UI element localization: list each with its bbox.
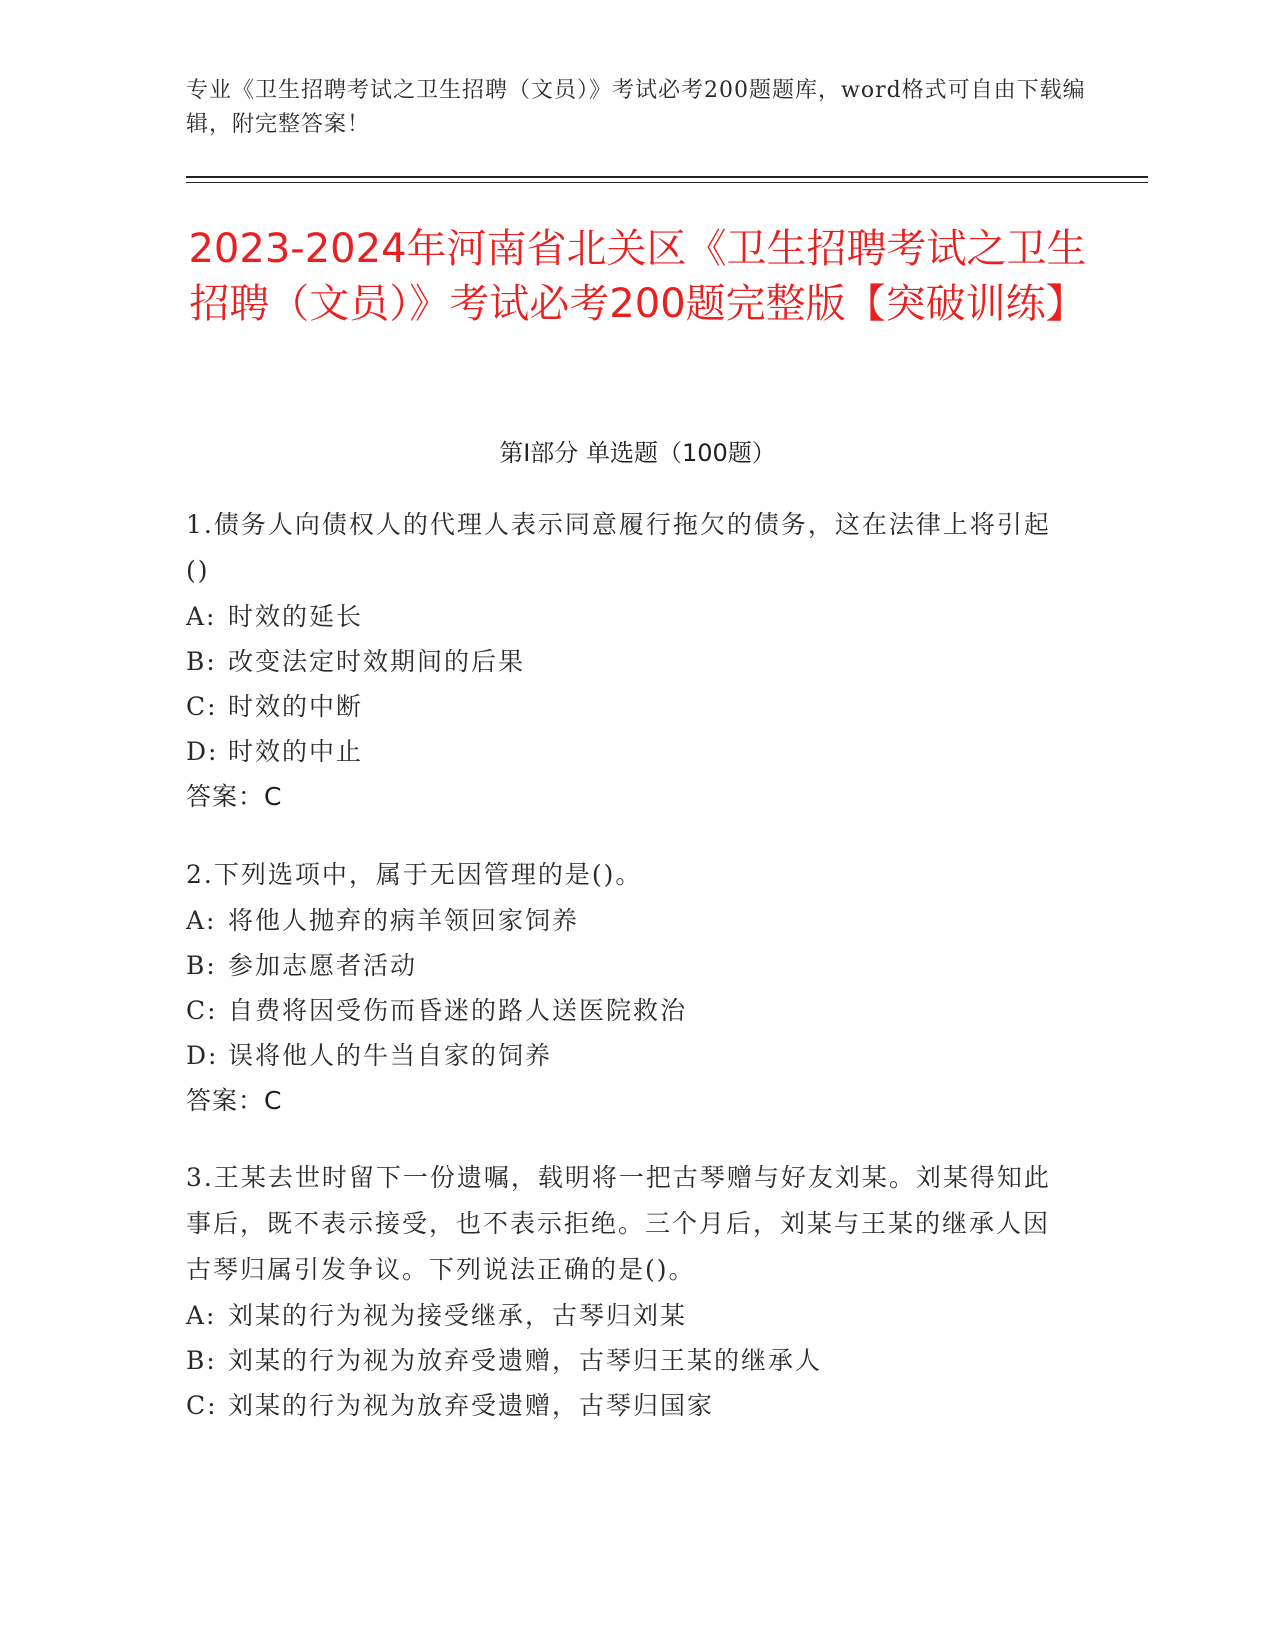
- section-heading: 第I部分 单选题（100题）: [499, 439, 776, 467]
- option-letter: C:: [186, 996, 218, 1025]
- question-3: [186, 1155, 1066, 1428]
- option-letter: D:: [186, 737, 219, 766]
- option-text: 刘某的行为视为放弃受遗赠，古琴归王某的继承人: [228, 1346, 823, 1375]
- option-text: 时效的中断: [228, 692, 364, 721]
- option-d: [186, 1033, 1066, 1078]
- option-b: [186, 639, 1066, 684]
- document-title: 2023-2024年河南省北关区《卫生招聘考试之卫生招聘（文员）》考试必考200题完整版【突破训练】: [188, 226, 1087, 327]
- option-text: 参加志愿者活动: [228, 951, 418, 980]
- header-rule-thin: [186, 182, 1148, 183]
- option-d: [186, 729, 1066, 774]
- option-text: 改变法定时效期间的后果: [228, 647, 526, 676]
- header-rule-thick: [186, 176, 1148, 178]
- question-text: 1.债务人向债权人的代理人表示同意履行拖欠的债务，这在法律上将引起(): [186, 510, 1051, 585]
- option-b: [186, 1338, 1066, 1383]
- option-letter: A:: [186, 1301, 217, 1330]
- option-letter: B:: [186, 951, 217, 980]
- header-note: 专业《卫生招聘考试之卫生招聘（文员）》考试必考200题题库，word格式可自由下载编辑，附完整答案！: [186, 78, 1086, 137]
- option-a: [186, 1293, 1066, 1338]
- option-letter: B:: [186, 1346, 217, 1375]
- question-text: 2.下列选项中，属于无因管理的是()。: [186, 860, 643, 889]
- option-text: 时效的中止: [228, 737, 364, 766]
- option-a: [186, 898, 1066, 943]
- option-c: [186, 684, 1066, 729]
- question-1: [186, 502, 1066, 820]
- option-letter: D:: [186, 1041, 219, 1070]
- option-letter: C:: [186, 692, 218, 721]
- option-letter: A:: [186, 602, 217, 631]
- answer-line: 答案：C: [186, 782, 283, 811]
- option-text: 误将他人的牛当自家的饲养: [228, 1041, 553, 1070]
- option-text: 刘某的行为视为放弃受遗赠，古琴归国家: [228, 1391, 715, 1420]
- option-text: 刘某的行为视为接受继承，古琴归刘某: [228, 1301, 688, 1330]
- answer-line: 答案：C: [186, 1086, 283, 1115]
- question-2: [186, 852, 1066, 1124]
- option-c: [186, 1383, 1066, 1428]
- option-letter: A:: [186, 906, 217, 935]
- option-text: 将他人抛弃的病羊领回家饲养: [228, 906, 580, 935]
- option-text: 时效的延长: [228, 602, 364, 631]
- option-b: [186, 943, 1066, 988]
- option-letter: C:: [186, 1391, 218, 1420]
- option-a: [186, 594, 1066, 639]
- option-letter: B:: [186, 647, 217, 676]
- question-text: 3.王某去世时留下一份遗嘱，载明将一把古琴赠与好友刘某。刘某得知此事后，既不表示接受，也不表示拒绝。三个月后，刘某与王某的继承人因古琴归属引发争议。下列说法正确的是()。: [186, 1163, 1051, 1284]
- option-text: 自费将因受伤而昏迷的路人送医院救治: [228, 996, 688, 1025]
- option-c: [186, 988, 1066, 1033]
